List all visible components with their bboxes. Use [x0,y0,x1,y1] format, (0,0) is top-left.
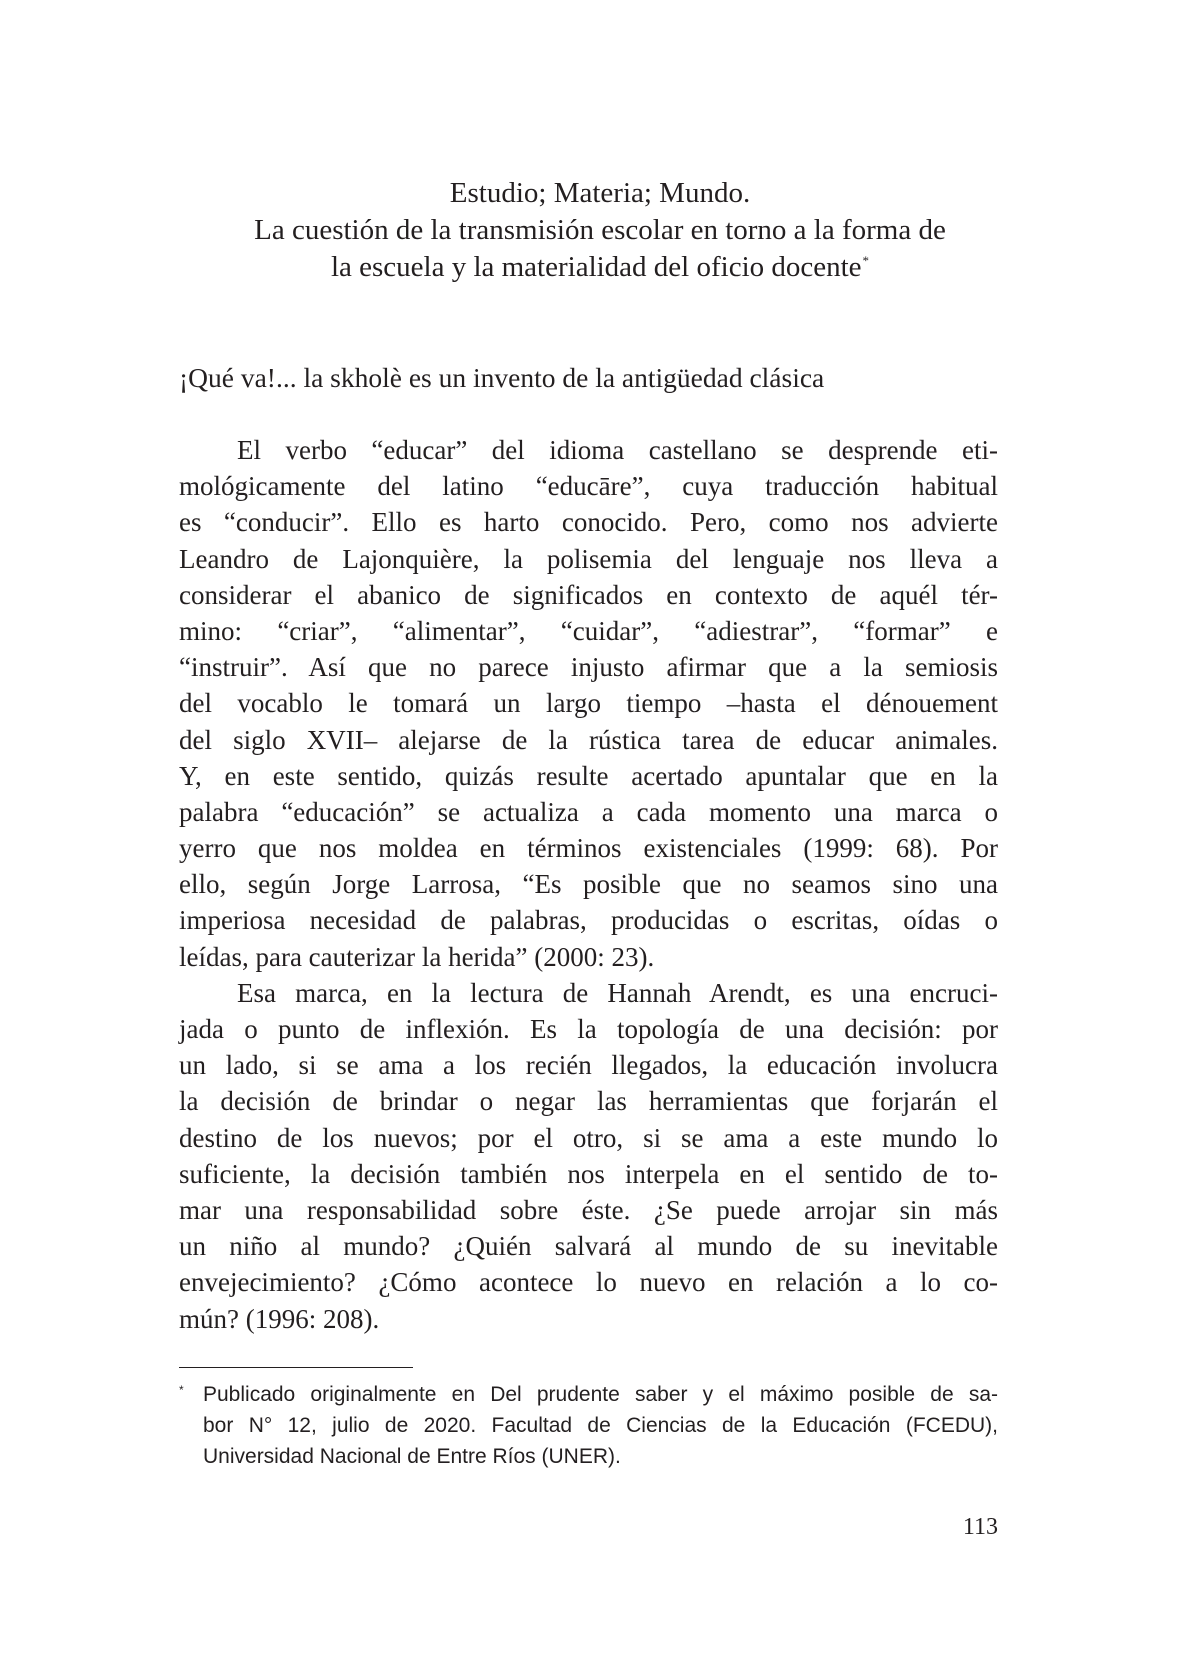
text-line: suficiente, la decisión también nos interpela en el sentido de to- [179,1158,998,1189]
footnote-symbol: * [179,1383,184,1397]
text-line: Y, en este sentido, quizás resulte acertado apuntalar que en la [179,760,998,791]
title-line-3 [150,249,1050,286]
text-line: Esa marca, en la lectura de Hannah Arendt, es una encruci- [237,977,998,1008]
text-line: destino de los nuevos; por el otro, si se ama a este mundo lo [179,1122,998,1153]
text-line: un lado, si se ama a los recién llegados, la educación involucra [179,1050,998,1081]
text-line: mológicamente del latino “educāre”, cuya traducción habitual [179,471,998,502]
title-line-3-text: la escuela y la materialidad del oficio docente [330,251,862,283]
page-number: 113 [962,1514,998,1540]
text-line: yerro que nos moldea en términos existenciales (1999: 68). Por [179,833,998,864]
text-line: El verbo “educar” del idioma castellano se desprende eti- [237,435,998,465]
footnote-divider [179,1367,413,1368]
text-line: un niño al mundo? ¿Quién salvará al mundo de su inevitable [179,1231,998,1262]
chapter-title [150,175,1050,286]
text-line: del siglo XVII– alejarse de la rústica tarea de educar animales. [179,724,998,755]
title-line-2: La cuestión de la transmisión escolar en torno a la forma de [254,214,946,246]
footnote-text [179,1379,998,1472]
footnote-line: Publicado originalmente en Del prudente saber y el máximo posible de sa- [203,1383,998,1406]
text-line: ello, según Jorge Larrosa, “Es posible que no seamos sino una [179,869,998,900]
text-line: jada o punto de inflexión. Es la topología de una decisión: por [179,1014,998,1044]
paragraph-2 [179,975,998,1337]
text-line: imperiosa necesidad de palabras, producidas o escritas, oídas o [179,905,998,936]
title-line-1: Estudio; Materia; Mundo. [449,177,751,209]
text-line: considerar el abanico de significados en contexto de aquél tér- [179,579,998,610]
text-line: es “conducir”. Ello es harto conocido. Pero, como nos advierte [179,507,998,538]
footnote-line: Universidad Nacional de Entre Ríos (UNER). [203,1445,621,1468]
paragraph-1 [179,432,998,975]
title-footnote-marker: * [862,253,870,269]
text-line: mar una responsabilidad sobre éste. ¿Se puede arrojar sin más [179,1194,998,1225]
text-line: palabra “educación” se actualiza a cada momento una marca o [179,796,998,827]
text-line: mino: “criar”, “alimentar”, “cuidar”, “adiestrar”, “formar” e [179,615,998,646]
text-line: Leandro de Lajonquière, la polisemia del lenguaje nos lleva a [179,543,998,574]
footnote-line: bor N° 12, julio de 2020. Facultad de Ciencias de la Educación (FCEDU), [203,1414,998,1437]
text-line: del vocablo le tomará un largo tiempo –hasta el dénouement [179,688,998,719]
section-heading: ¡Qué va!... la skholè es un invento de la antigüedad clásica [179,362,825,393]
text-line: leídas, para cauterizar la herida” (2000: 23). [179,941,655,972]
text-line: “instruir”. Así que no parece injusto afirmar que a la semiosis [179,652,998,683]
text-line: la decisión de brindar o negar las herramientas que forjarán el [179,1086,998,1117]
text-line: mún? (1996: 208). [179,1303,380,1334]
text-line: envejecimiento? ¿Cómo acontece lo nuevo en relación a lo co- [179,1267,998,1298]
footnote [179,1379,998,1472]
body-text [179,432,998,1337]
